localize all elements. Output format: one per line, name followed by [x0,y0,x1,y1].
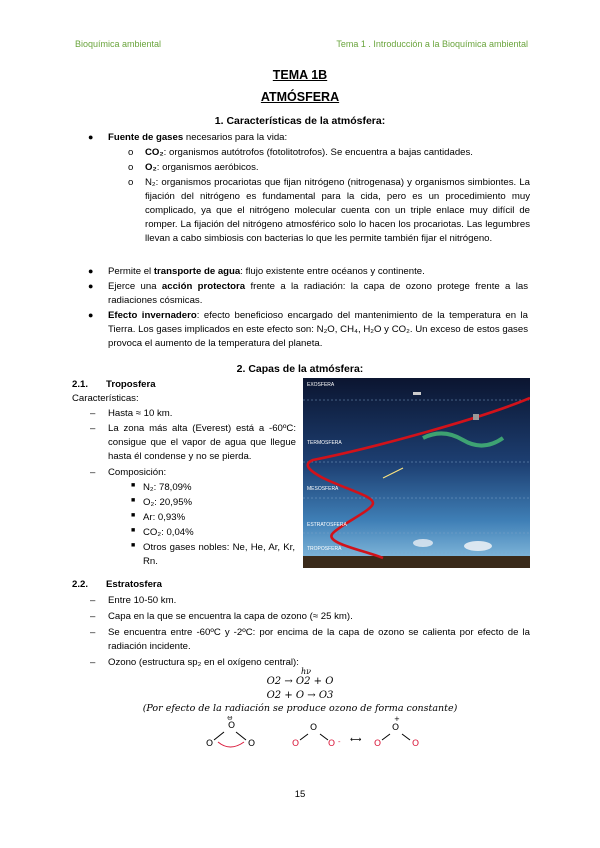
item-text: La zona más alta (Everest) está a -60ºC: consigue que el vapor de agua que llegue hasta él condense y no se pierda. [108,423,296,462]
comp-item [131,541,295,569]
item-text: Capa en la que se encuentra la capa de ozono (≈ 25 km). [108,611,353,622]
formula-note: (Por efecto de la radiación se produce ozono de forma constante) [142,703,458,714]
bullet-text: frente a la radiación: la capa de ozono protege frente a las radiaciones cósmicas. [108,281,529,306]
bullet-protection [88,280,529,308]
subitem-text: : organismos aeróbicos. [156,162,259,173]
svg-text:O: O [248,739,256,749]
svg-text:-: - [338,738,341,746]
formula-ozone-formation: O2 + O → O3 [266,690,334,701]
bullet-icon: ● [88,281,94,291]
label-mesosfera: MESOSFERA [307,486,339,492]
bullet-text: necesarios para la vida: [183,132,288,143]
subitem-text: : organismos autótrofos (fotolitotrofos). Se encuentra a bajas cantidades. [163,147,473,158]
formula-photolysis: O2 → O2 + O [266,676,334,687]
comp-item [131,496,293,510]
page-title: TEMA 1B [272,68,328,82]
svg-text:⟷: ⟷ [350,735,362,744]
square-bullet-icon: ■ [131,482,136,489]
tropo-item-altitude [90,407,298,421]
page-subtitle: ATMÓSFERA [260,90,340,104]
svg-text:O: O [392,723,400,733]
atmosphere-diagram-svg [303,378,530,568]
dash-icon: – [90,408,96,419]
section-heading-2: 2. Capas de la atmósfera: [236,363,364,375]
item-text: Hasta ≈ 10 km. [108,408,173,419]
item-text: Composición: [108,467,167,478]
bullet-water-transport [88,265,528,279]
bullet-icon: ● [88,266,94,276]
bullet-greenhouse [88,309,529,351]
svg-text:O: O [412,739,420,749]
page-number: 15 [294,789,306,800]
dash-icon: – [90,657,96,668]
ozone-structures-svg [200,716,440,754]
svg-text:O: O [292,739,300,749]
bullet-lead: Fuente de gases [108,132,184,143]
svg-text:O: O [374,739,382,749]
item-text: Ar: 0,93% [143,512,186,523]
svg-text:O: O [206,739,214,749]
tropo-item-composition [90,466,298,480]
bullet-text: : flujo existente entre océanos y continente. [240,266,425,277]
label-exosfera: EXOSFERA [307,382,335,388]
bullet-lead: acción protectora [161,281,246,292]
label-termosfera: TERMOSFERA [307,440,342,446]
subitem-lead: CO₂ [145,147,164,158]
square-bullet-icon: ■ [131,512,136,519]
item-text: Se encuentra entre -60ºC y -2ºC: por encima de la capa de ozono se calienta por efecto de la radiación incidente. [108,627,530,652]
estr-item-temperature [90,626,530,654]
item-text: N₂: 78,09% [143,482,192,493]
square-bullet-icon: ■ [131,497,136,504]
item-text: Otros gases nobles: Ne, He, Ar, Kr, Rn. [143,542,295,567]
item-text: Entre 10-50 km. [108,595,177,606]
square-bullet-icon: ■ [131,542,136,549]
bullet-gas-source [88,131,528,145]
section-heading-1: 1. Características de la atmósfera: [214,115,386,127]
dash-icon: – [90,423,96,434]
circle-bullet-icon: o [128,147,134,158]
estr-item-altitude [90,594,528,608]
svg-text:⊖: ⊖ [227,716,233,722]
svg-text:O: O [310,723,318,733]
subitem-lead: O₂ [145,162,157,173]
bullet-icon: ● [88,310,94,320]
item-text: Ozono (estructura sp₂ en el oxígeno central): [108,657,299,668]
atmosphere-layers-diagram [303,378,530,568]
bullet-lead: Efecto invernadero [108,310,197,321]
item-text: O₂: 20,95% [143,497,193,508]
svg-text:O: O [228,721,236,731]
subsection-title: Estratosfera [106,579,162,590]
subitem-n2 [128,176,530,246]
circle-bullet-icon: o [128,177,134,188]
subsection-caption: Características: [72,393,139,404]
header-left: Bioquímica ambiental [75,39,162,49]
dash-icon: – [90,611,96,622]
estr-item-ozone-layer [90,610,528,624]
subsection-number: 2.2. [72,579,89,590]
svg-text:+: + [394,716,400,723]
subitem-co2 [128,146,530,160]
header-right: Tema 1 . Introducción a la Bioquímica ambiental [336,39,528,49]
comp-item [131,481,293,495]
comp-item [131,511,293,525]
subsection-number: 2.1. [72,379,89,390]
dash-icon: – [90,627,96,638]
subitem-o2 [128,161,530,175]
label-estratosfera: ESTRATOSFERA [307,522,347,528]
formula-hv: hν [300,667,311,676]
item-text: CO₂: 0,04% [143,527,194,538]
ozone-resonance-structures [200,716,440,754]
dash-icon: – [90,467,96,478]
dash-icon: – [90,595,96,606]
bullet-text: : efecto beneficioso encargado del mantenimiento de la temperatura en la Tierra. Los gases implicados en este efecto son: N₂O, CH₄, H₂O y CO₂. Un exceso de estos gases provoca el aumento de la temperatura del planeta. [108,310,529,349]
label-troposfera: TROPOSFERA [307,546,342,552]
bullet-lead: transporte de agua [153,266,241,277]
comp-item [131,526,293,540]
tropo-item-temperature [90,422,296,464]
svg-text:O: O [328,739,336,749]
subsection-title: Troposfera [106,379,156,390]
bullet-text-pre: Ejerce una [108,281,162,292]
bullet-text-pre: Permite el [108,266,154,277]
circle-bullet-icon: o [128,162,134,173]
bullet-icon: ● [88,132,94,142]
square-bullet-icon: ■ [131,527,136,534]
subitem-text: N₂: organismos procariotas que fijan nitrógeno (nitrogenasa) y organismos simbiontes. La fijación del nitrógeno es fundamental para la cida, pero es un procedimiento muy complicado, ya que el nitrógeno molecular cuenta con un triple enlace muy difícil de romper. La fijación del nitrógeno atmosférico solo lo hacen los procariotas. Las legumbres llevan a cabo simbiosis con bacterias lo que les permite también fijar el nitrógeno. [145,177,530,244]
